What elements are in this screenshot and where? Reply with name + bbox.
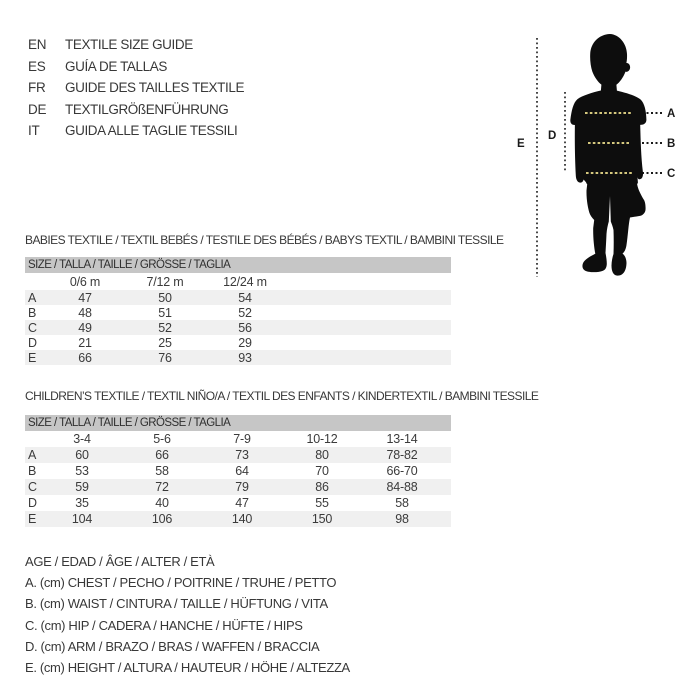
- cell: 104: [71, 512, 93, 526]
- cell: 48: [78, 305, 92, 320]
- cell: 47: [235, 496, 249, 510]
- cell: 59: [75, 480, 89, 494]
- lang-row-fr: [28, 77, 244, 99]
- cell: 86: [315, 480, 329, 494]
- cell: 55: [315, 496, 329, 510]
- lang-row-de: [28, 99, 244, 121]
- cell: 51: [158, 305, 172, 320]
- cell: 80: [315, 448, 329, 462]
- child-silhouette: [570, 34, 646, 276]
- cell: 70: [315, 464, 329, 478]
- cell: 56: [238, 320, 252, 335]
- table-row: [25, 511, 451, 527]
- children-col-5-6: 5-6: [153, 432, 171, 446]
- lang-code-en: EN: [28, 37, 47, 53]
- cell: 64: [235, 464, 249, 478]
- language-guide-block: [28, 34, 244, 142]
- cell: 50: [158, 290, 172, 305]
- children-col-3-4: 3-4: [73, 432, 91, 446]
- table-row: [25, 479, 451, 495]
- table-row: [25, 320, 451, 335]
- cell: 53: [75, 464, 89, 478]
- cell: 52: [238, 305, 252, 320]
- cell: 78-82: [386, 448, 418, 462]
- table-row: [25, 290, 451, 305]
- cell: 98: [395, 512, 409, 526]
- legend-arm: D. (cm) ARM / BRAZO / BRAS / WAFFEN / BRACCIA: [25, 638, 320, 654]
- row-label: C: [28, 320, 37, 335]
- cell: 72: [155, 480, 169, 494]
- cell: 25: [158, 335, 172, 350]
- measurement-figure: [505, 28, 700, 284]
- row-label: D: [28, 335, 37, 350]
- cell: 49: [78, 320, 92, 335]
- measure-label-chest-a: A: [667, 108, 676, 120]
- babies-col-12-24m: 12/24 m: [223, 274, 267, 289]
- children-column-header-row: [25, 431, 451, 447]
- lang-row-es: [28, 56, 244, 78]
- cell: 79: [235, 480, 249, 494]
- table-row: [25, 305, 451, 320]
- cell: 60: [75, 448, 89, 462]
- cell: 54: [238, 290, 252, 305]
- children-col-10-12: 10-12: [306, 432, 338, 446]
- cell: 66: [155, 448, 169, 462]
- legend-chest: A. (cm) CHEST / PECHO / POITRINE / TRUHE / PETTO: [25, 575, 337, 591]
- measure-label-hip-c: C: [667, 168, 676, 180]
- row-label: E: [28, 350, 37, 365]
- cell: 93: [238, 350, 252, 365]
- legend-height: E. (cm) HEIGHT / ALTURA / HAUTEUR / HÖHE / ALTEZZA: [25, 660, 350, 676]
- measure-label-waist-b: B: [667, 138, 676, 150]
- legend-age: AGE / EDAD / ÂGE / ALTER / ETÀ: [25, 554, 215, 570]
- lang-title-de: TEXTILGRÖßENFÜHRUNG: [65, 101, 229, 117]
- cell: 66-70: [386, 464, 418, 478]
- measurement-legend: [25, 551, 350, 678]
- babies-size-table: [25, 273, 451, 365]
- cell: 40: [155, 496, 169, 510]
- measure-label-arm-d: D: [548, 130, 557, 142]
- lang-code-de: DE: [28, 101, 47, 117]
- legend-waist: B. (cm) WAIST / CINTURA / TAILLE / HÜFTUNG / VITA: [25, 596, 328, 612]
- cell: 58: [395, 496, 409, 510]
- row-label: C: [28, 480, 37, 494]
- table-row: [25, 335, 451, 350]
- row-label: D: [28, 496, 37, 510]
- children-size-header-bar: SIZE / TALLA / TAILLE / GRÖSSE / TAGLIA: [25, 415, 451, 431]
- cell: 29: [238, 335, 252, 350]
- lang-code-it: IT: [28, 123, 40, 139]
- children-size-table: [25, 431, 451, 527]
- babies-size-header-bar: SIZE / TALLA / TAILLE / GRÖSSE / TAGLIA: [25, 257, 451, 273]
- babies-column-header-row: [25, 273, 451, 290]
- children-col-7-9: 7-9: [233, 432, 251, 446]
- row-label: E: [28, 512, 37, 526]
- cell: 52: [158, 320, 172, 335]
- lang-row-it: [28, 120, 244, 142]
- lang-title-es: GUÍA DE TALLAS: [65, 58, 167, 74]
- cell: 58: [155, 464, 169, 478]
- lang-title-it: GUIDA ALLE TAGLIE TESSILI: [65, 123, 238, 139]
- cell: 66: [78, 350, 92, 365]
- table-row: [25, 463, 451, 479]
- row-label: A: [28, 448, 37, 462]
- cell: 140: [231, 512, 253, 526]
- child-silhouette-group: [570, 34, 646, 276]
- row-label: A: [28, 290, 37, 305]
- cell: 35: [75, 496, 89, 510]
- babies-section-title: BABIES TEXTILE / TEXTIL BEBÉS / TESTILE DES BÉBÉS / BABYS TEXTIL / BAMBINI TESSILE: [25, 233, 504, 247]
- lang-title-fr: GUIDE DES TAILLES TEXTILE: [65, 80, 245, 96]
- lang-code-es: ES: [28, 58, 46, 74]
- cell: 21: [78, 335, 92, 350]
- babies-col-7-12m: 7/12 m: [146, 274, 184, 289]
- row-label: B: [28, 305, 37, 320]
- cell: 73: [235, 448, 249, 462]
- table-row: [25, 495, 451, 511]
- cell: 150: [311, 512, 333, 526]
- babies-col-0-6m: 0/6 m: [69, 274, 101, 289]
- cell: 84-88: [386, 480, 418, 494]
- lang-code-fr: FR: [28, 80, 46, 96]
- table-row: [25, 447, 451, 463]
- table-row: [25, 350, 451, 365]
- cell: 47: [78, 290, 92, 305]
- children-section-title: CHILDREN’S TEXTILE / TEXTIL NIÑO/A / TEXTIL DES ENFANTS / KINDERTEXTIL / BAMBINI TESSILE: [25, 389, 539, 403]
- cell: 76: [158, 350, 172, 365]
- cell: 106: [151, 512, 173, 526]
- legend-hip: C. (cm) HIP / CADERA / HANCHE / HÜFTE / HIPS: [25, 617, 303, 633]
- row-label: B: [28, 464, 37, 478]
- measure-label-height-e: E: [517, 138, 525, 150]
- children-col-13-14: 13-14: [386, 432, 418, 446]
- lang-title-en: TEXTILE SIZE GUIDE: [65, 37, 193, 53]
- lang-row-en: [28, 34, 244, 56]
